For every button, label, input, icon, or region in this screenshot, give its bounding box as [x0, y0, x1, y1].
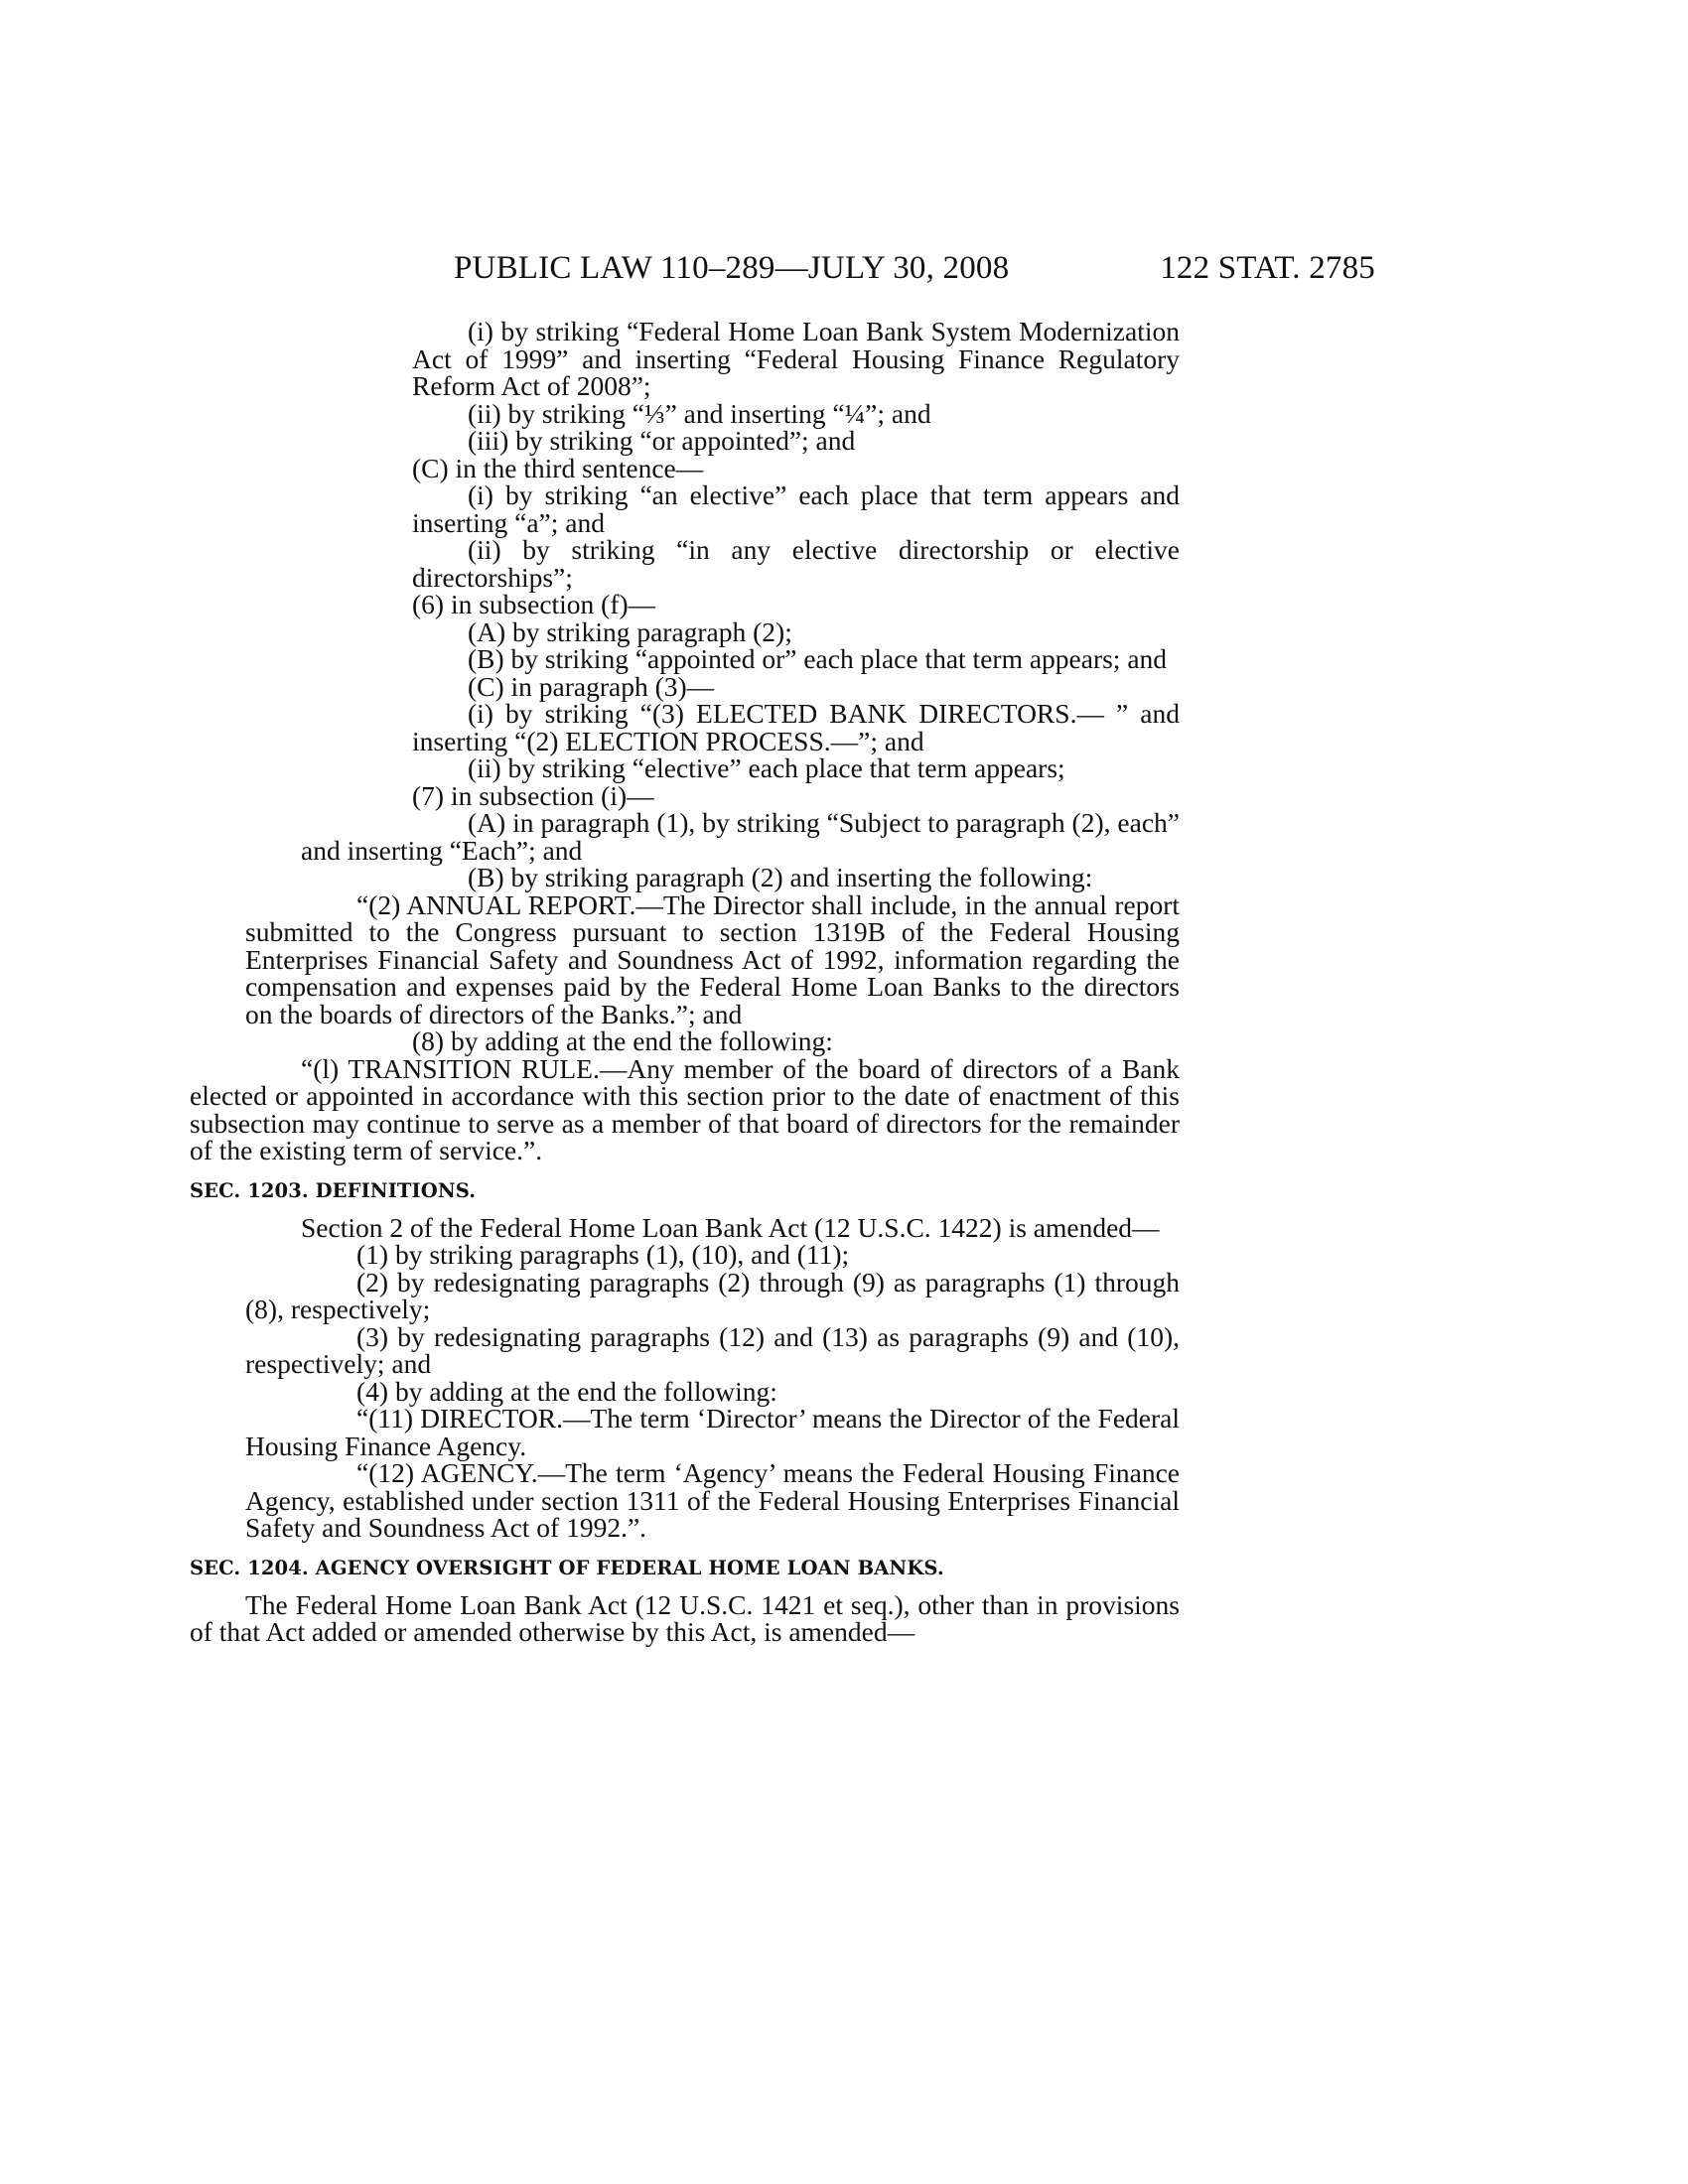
paragraph-6: (6) in subsection (f)—: [412, 589, 656, 619]
section-heading-1203: SEC. 1203. DEFINITIONS.: [190, 1178, 477, 1202]
section-heading-1204: SEC. 1204. AGENCY OVERSIGHT OF FEDERAL HOME LOAN BANKS.: [190, 1556, 944, 1579]
clause-6c-ii: (ii) by striking “elective” each place that term appears;: [468, 752, 1065, 783]
document-body: [190, 316, 1180, 1647]
paragraph-8: (8) by adding at the end the following:: [412, 1025, 833, 1056]
inserted-agency-definition: “(12) AGENCY.—The term ‘Agency’ means the Federal Housing Finance Agency, established under section 1311 of the Federal Housing Enterprises Financial Safety and Soundness Act of 1992.”.: [245, 1457, 1180, 1543]
subparagraph-c: (C) in the third sentence—: [412, 452, 704, 483]
section-1204-intro: The Federal Home Loan Bank Act (12 U.S.C. 1421 et seq.), other than in provisions of that Act added or amended otherwise by this Act, is amended—: [190, 1588, 1180, 1647]
subparagraph-6a: (A) by striking paragraph (2);: [468, 615, 792, 647]
clause-c-i: (i) by striking “an elective” each place that term appears and inserting “a”; and: [412, 479, 1180, 538]
section-1203-item-2: (2) by redesignating paragraphs (2) through (9) as paragraphs (1) through (8), respectively;: [245, 1266, 1180, 1324]
paragraph-7: (7) in subsection (i)—: [412, 779, 654, 811]
subparagraph-7b: (B) by striking paragraph (2) and inserting the following:: [468, 862, 1093, 892]
section-1203-item-4: (4) by adding at the end the following:: [356, 1375, 777, 1407]
inserted-annual-report: “(2) ANNUAL REPORT.—The Director shall include, in the annual report submitted to the Congress pursuant to section 1319B of the Federal Housing Enterprises Financial Safety and Soundness Act of 1992, information regarding the compensation and expenses paid by the Federal Home Loan Banks to the directors on the boards of directors of the Banks.”; and: [245, 888, 1180, 1029]
clause-b-ii: (ii) by striking “⅓” and inserting “¼”; and: [468, 397, 931, 429]
clause-6c-i: (i) by striking “(3) ELECTED BANK DIRECTORS.— ” and inserting “(2) ELECTION PROCESS.—”; and: [412, 698, 1180, 756]
clause-b-iii: (iii) by striking “or appointed”; and: [468, 425, 856, 456]
section-1203-item-3: (3) by redesignating paragraphs (12) and (13) as paragraphs (9) and (10), respectively; and: [245, 1320, 1180, 1379]
clause-c-ii: (ii) by striking “in any elective directorship or elective directorships”;: [412, 534, 1180, 593]
section-1203-intro: Section 2 of the Federal Home Loan Bank Act (12 U.S.C. 1422) is amended—: [301, 1211, 1160, 1243]
header-title: PUBLIC LAW 110–289—JULY 30, 2008: [454, 250, 1010, 286]
inserted-transition-rule: “(l) TRANSITION RULE.—Any member of the board of directors of a Bank elected or appointed in accordance with this section prior to the date of enactment of this subsection may continue to serve as a member of that board of directors for the remainder of the existing term of service.”.: [190, 1052, 1180, 1165]
clause-b-i: (i) by striking “Federal Home Loan Bank System Modernization Act of 1999” and inserting “Federal Housing Finance Regulatory Reform Act of 2008”;: [412, 316, 1180, 401]
section-1203-item-1: (1) by striking paragraphs (1), (10), and (11);: [356, 1239, 850, 1270]
inserted-director-definition: “(11) DIRECTOR.—The term ‘Director’ means the Director of the Federal Housing Finance Agency.: [245, 1403, 1180, 1461]
subparagraph-6c: (C) in paragraph (3)—: [468, 670, 715, 702]
running-header: [301, 248, 1375, 288]
header-stat-page: 122 STAT. 2785: [1160, 250, 1375, 286]
subparagraph-6b: (B) by striking “appointed or” each place that term appears; and: [468, 643, 1168, 674]
subparagraph-7a: (A) in paragraph (1), by striking “Subject to paragraph (2), each” and inserting “Each”; and: [301, 807, 1180, 866]
